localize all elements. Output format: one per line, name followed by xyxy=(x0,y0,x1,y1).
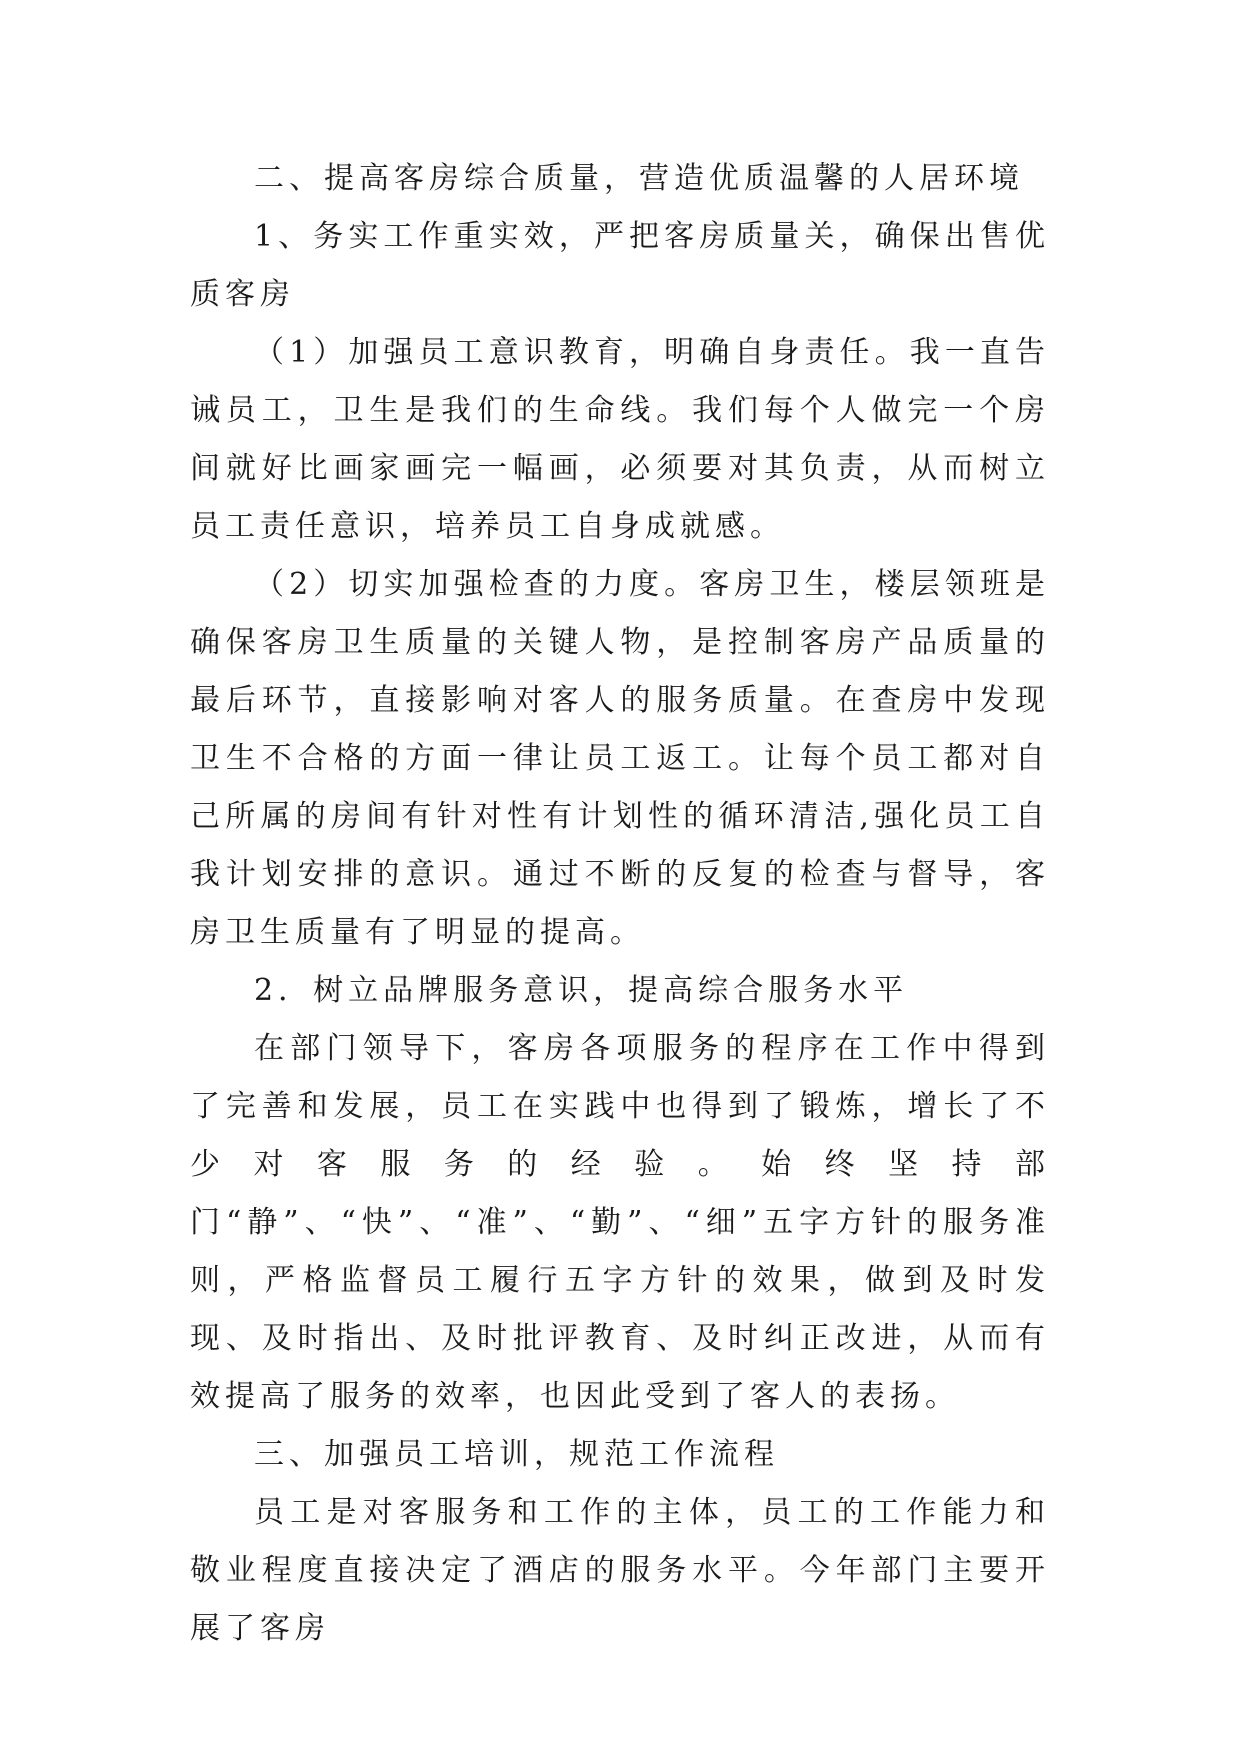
paragraph-item-2: （2）切实加强检查的力度。客房卫生，楼层领班是确保客房卫生质量的关键人物，是控制客房产品质量的最后环节，直接影响对客人的服务质量。在查房中发现卫生不合格的方面一律让员工返工。让每个员工都对自己所属的房间有针对性有计划性的循环清洁,强化员工自我计划安排的意识。通过不断的反复的检查与督导，客房卫生质量有了明显的提高。 xyxy=(190,567,1050,950)
section-heading-three: 三、加强员工培训，规范工作流程 xyxy=(254,1437,779,1472)
section-heading-two: 二、提高客房综合质量，营造优质温馨的人居环境 xyxy=(254,161,1024,196)
paragraph-service: 在部门领导下，客房各项服务的程序在工作中得到了完善和发展，员工在实践中也得到了锻炼，增长了不少对客服务的经验。始终坚持部门“静”、“快”、“准”、“勤”、“细”五字方针的服务准则，严格监督员工履行五字方针的效果，做到及时发现、及时指出、及时批评教育、及时纠正改进，从而有效提高了服务的效率，也因此受到了客人的表扬。 xyxy=(190,1031,1050,1414)
paragraph-item-1: （1）加强员工意识教育，明确自身责任。我一直告诫员工，卫生是我们的生命线。我们每个人做完一个房间就好比画家画完一幅画，必须要对其负责，从而树立员工责任意识，培养员工自身成就感。 xyxy=(190,335,1050,544)
paragraph-training: 员工是对客服务和工作的主体，员工的工作能力和敬业程度直接决定了酒店的服务水平。今年部门主要开展了客房 xyxy=(190,1495,1050,1646)
subsection-heading-2: 2．树立品牌服务意识，提高综合服务水平 xyxy=(254,973,909,1008)
subsection-heading-1: 1、务实工作重实效，严把客房质量关，确保出售优质客房 xyxy=(190,219,1050,312)
document-page xyxy=(190,150,1050,1658)
